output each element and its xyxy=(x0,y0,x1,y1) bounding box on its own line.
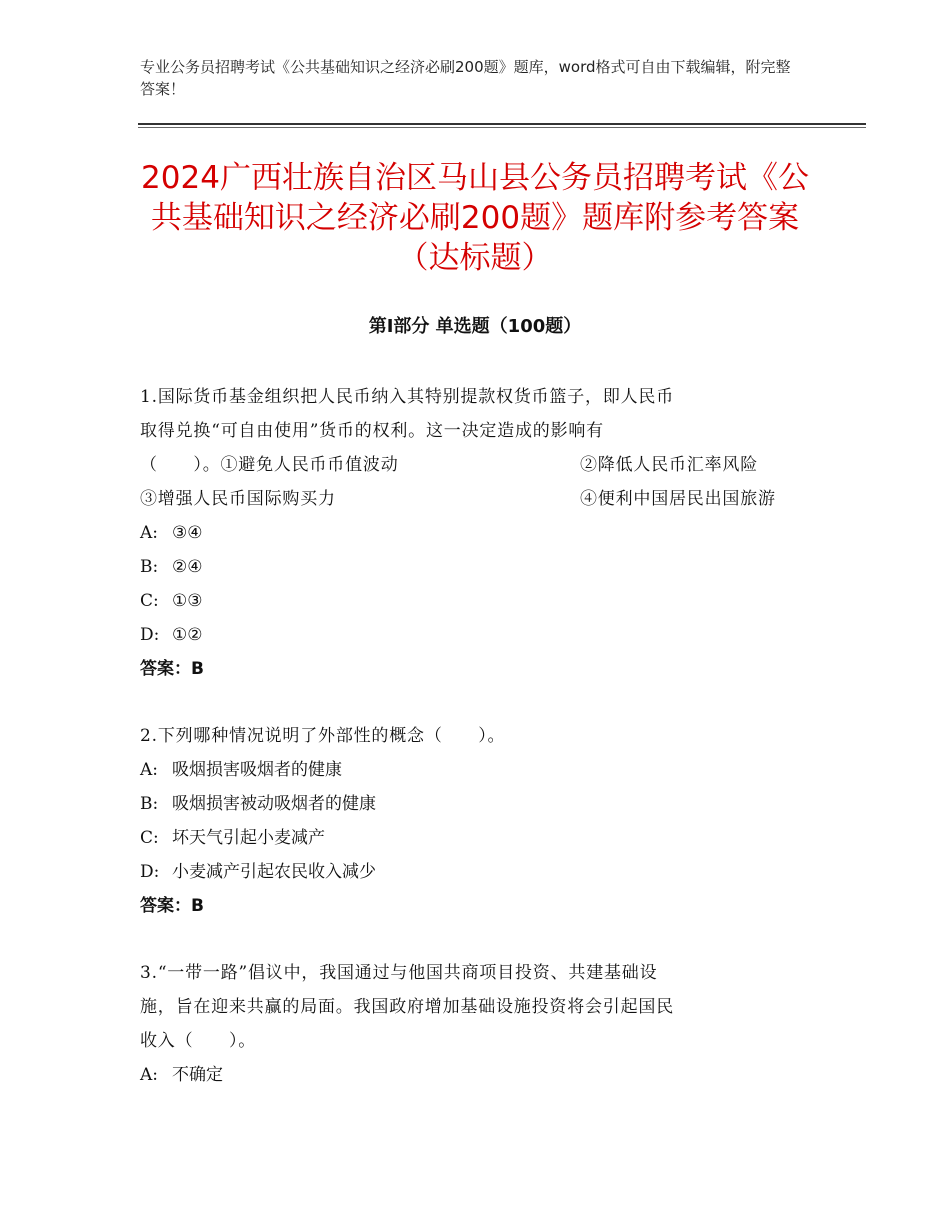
option-letter: C: xyxy=(140,591,159,611)
question-2 xyxy=(140,719,808,923)
question-stem-line: 取得兑换“可自由使用”货币的权利。这一决定造成的影响有 xyxy=(140,421,604,441)
option-b xyxy=(140,787,808,821)
answer-label: 答案： xyxy=(140,659,191,679)
header-rule-thin xyxy=(138,127,866,128)
option-b xyxy=(140,550,808,584)
answer-line xyxy=(140,889,808,923)
question-stem-line: 2.下列哪种情况说明了外部性的概念（ ）。 xyxy=(140,726,506,746)
question-2-stem xyxy=(140,719,808,753)
option-d xyxy=(140,855,808,889)
statement-item: ④便利中国居民出国旅游 xyxy=(580,489,776,509)
question-stem-line: 收入（ ）。 xyxy=(140,1031,257,1051)
option-text: 不确定 xyxy=(172,1065,223,1085)
option-letter: A: xyxy=(140,523,159,543)
option-letter: B: xyxy=(140,557,159,577)
option-text: 吸烟损害被动吸烟者的健康 xyxy=(172,794,376,814)
statement-item: ②降低人民币汇率风险 xyxy=(580,455,758,475)
question-1 xyxy=(140,380,808,686)
option-text: ③④ xyxy=(172,523,203,543)
question-3-stem xyxy=(140,956,808,1058)
option-letter: C: xyxy=(140,828,159,848)
option-text: 坏天气引起小麦减产 xyxy=(172,828,325,848)
statement-item: ③增强人民币国际购买力 xyxy=(140,489,336,509)
document-title: 2024广西壮族自治区马山县公务员招聘考试《公共基础知识之经济必刷200题》题库附参考答案（达标题） xyxy=(141,160,809,276)
option-letter: B: xyxy=(140,794,159,814)
option-text: 吸烟损害吸烟者的健康 xyxy=(172,760,342,780)
answer-line xyxy=(140,652,808,686)
option-letter: D: xyxy=(140,625,160,645)
option-text: 小麦减产引起农民收入减少 xyxy=(172,862,376,882)
question-list xyxy=(140,380,808,1125)
header-note: 专业公务员招聘考试《公共基础知识之经济必刷200题》题库，word格式可自由下载编辑，附完整答案！ xyxy=(140,58,791,98)
option-text: ②④ xyxy=(172,557,203,577)
answer-label: 答案： xyxy=(140,896,191,916)
question-stem-line: 3.“一带一路”倡议中，我国通过与他国共商项目投资、共建基础设 xyxy=(140,963,658,983)
option-text: ①② xyxy=(172,625,203,645)
option-letter: D: xyxy=(140,862,160,882)
option-a xyxy=(140,516,808,550)
header-rule-thick xyxy=(138,123,866,125)
section-title: 第Ⅰ部分 单选题（100题） xyxy=(368,316,582,337)
question-1-stem xyxy=(140,380,808,516)
question-stem-choices-row xyxy=(140,448,808,482)
question-stem-choices-row xyxy=(140,482,808,516)
option-c xyxy=(140,584,808,618)
option-text: ①③ xyxy=(172,591,203,611)
option-letter: A: xyxy=(140,760,159,780)
option-a xyxy=(140,1058,808,1092)
question-stem-line: 施，旨在迎来共赢的局面。我国政府增加基础设施投资将会引起国民 xyxy=(140,997,674,1017)
option-letter: A: xyxy=(140,1065,159,1085)
question-stem-line: 1.国际货币基金组织把人民币纳入其特别提款权货币篮子，即人民币 xyxy=(140,387,675,407)
option-d xyxy=(140,618,808,652)
question-3 xyxy=(140,956,808,1092)
option-c xyxy=(140,821,808,855)
option-a xyxy=(140,753,808,787)
answer-value: B xyxy=(191,896,204,916)
statement-item: （ ）。①避免人民币币值波动 xyxy=(140,455,399,475)
answer-value: B xyxy=(191,659,204,679)
